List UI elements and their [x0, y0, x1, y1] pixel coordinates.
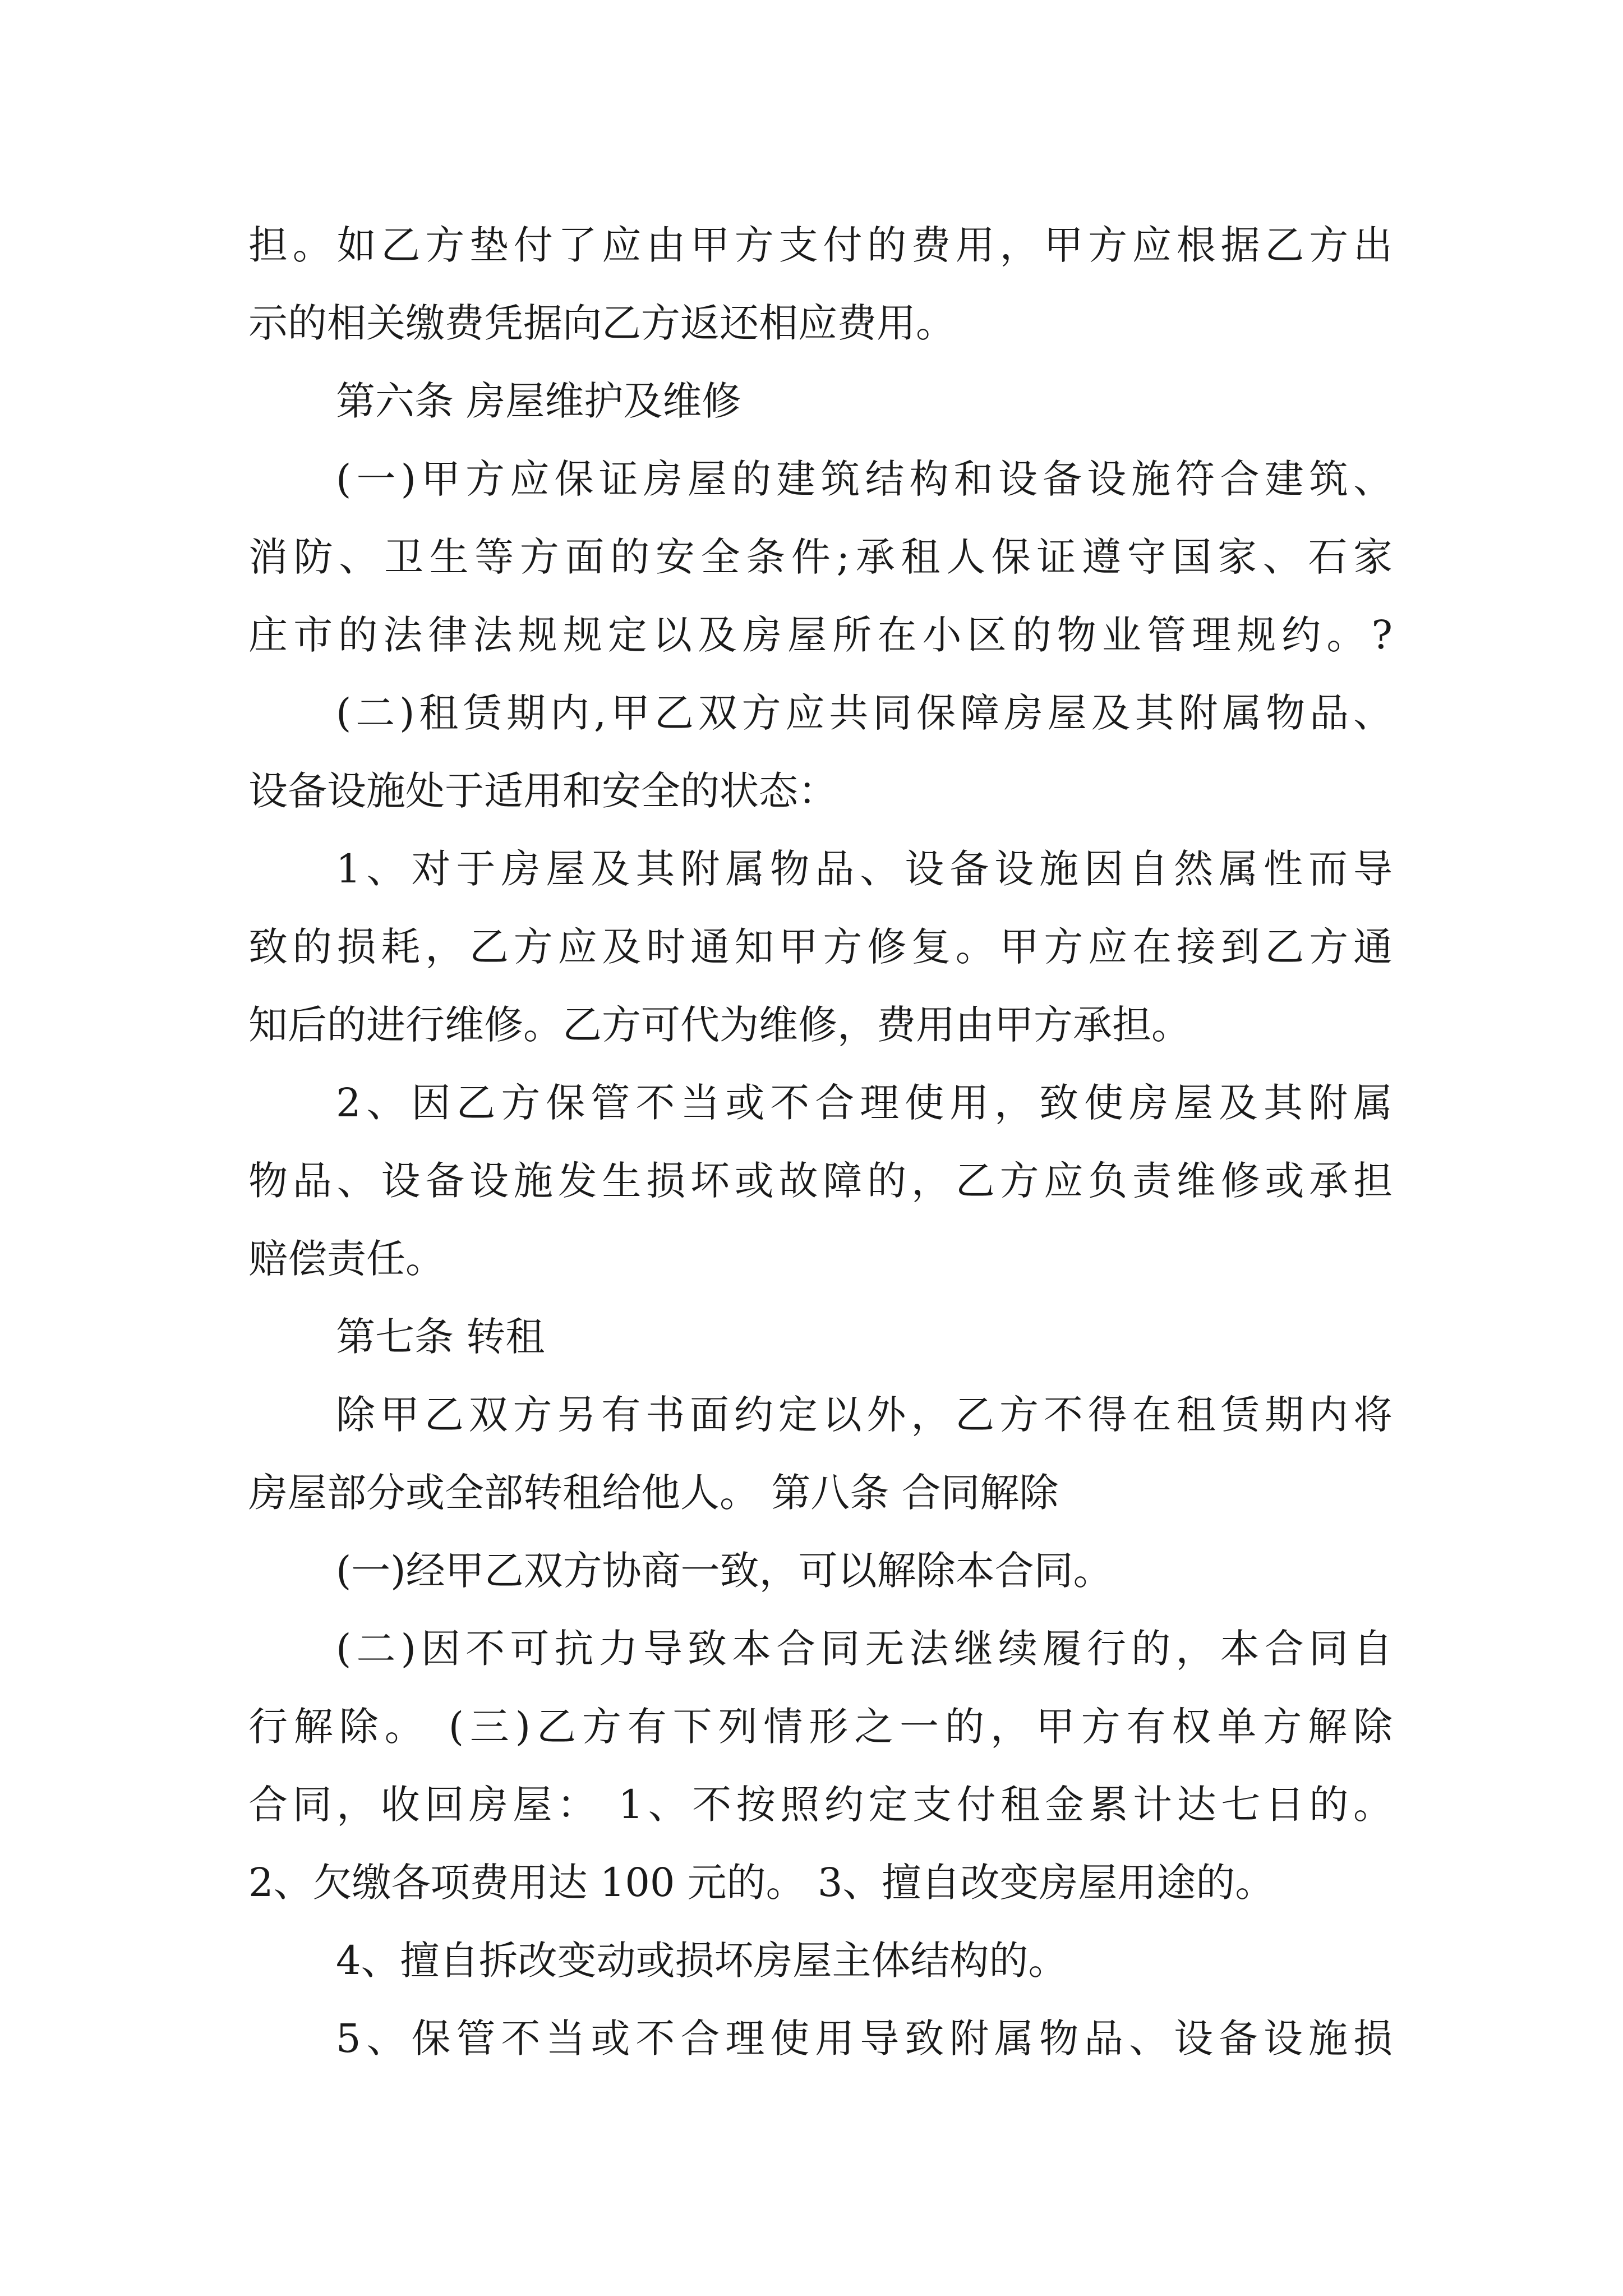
- body-line: 除甲乙双方另有书面约定以外，乙方不得在租赁期内将: [336, 1392, 1393, 1438]
- body-line: 1、对于房屋及其附属物品、设备设施因自然属性而导: [336, 846, 1393, 892]
- body-line: 担。如乙方垫付了应由甲方支付的费用，甲方应根据乙方出: [248, 222, 1393, 268]
- body-line: 房屋部分或全部转租给他人。 第八条 合同解除: [248, 1470, 1059, 1516]
- body-line: 消防、卫生等方面的安全条件;承租人保证遵守国家、石家: [248, 534, 1393, 580]
- body-line: (一)经甲乙双方协商一致，可以解除本合同。: [336, 1548, 1113, 1594]
- body-line: 2、欠缴各项费用达 100 元的。 3、擅自改变房屋用途的。: [248, 1860, 1275, 1906]
- body-line: 合同，收回房屋： 1、不按照约定支付租金累计达七日的。: [248, 1782, 1393, 1828]
- body-line: 知后的进行维修。乙方可代为维修，费用由甲方承担。: [248, 1002, 1191, 1048]
- body-line: 物品、设备设施发生损坏或故障的，乙方应负责维修或承担: [248, 1158, 1393, 1204]
- body-line: (二)租赁期内,甲乙双方应共同保障房屋及其附属物品、: [336, 690, 1393, 736]
- body-line: 庄市的法律法规规定以及房屋所在小区的物业管理规约。?: [248, 612, 1393, 658]
- body-line: 设备设施处于适用和安全的状态：: [248, 768, 837, 814]
- body-line: 示的相关缴费凭据向乙方返还相应费用。: [248, 300, 955, 346]
- body-line: (二)因不可抗力导致本合同无法继续履行的，本合同自: [336, 1626, 1393, 1672]
- body-line: 4、擅自拆改变动或损坏房屋主体结构的。: [336, 1938, 1068, 1984]
- body-line: 致的损耗，乙方应及时通知甲方修复。甲方应在接到乙方通: [248, 924, 1393, 970]
- body-line: 5、保管不当或不合理使用导致附属物品、设备设施损: [336, 2016, 1393, 2062]
- section-heading: 第六条 房屋维护及维修: [336, 378, 741, 424]
- body-line: 2、因乙方保管不当或不合理使用，致使房屋及其附属: [336, 1080, 1393, 1126]
- body-line: 赔偿责任。: [248, 1236, 445, 1282]
- section-heading: 第七条 转租: [336, 1314, 545, 1360]
- body-line: 行解除。 (三)乙方有下列情形之一的，甲方有权单方解除: [248, 1704, 1393, 1750]
- body-line: (一)甲方应保证房屋的建筑结构和设备设施符合建筑、: [336, 456, 1393, 502]
